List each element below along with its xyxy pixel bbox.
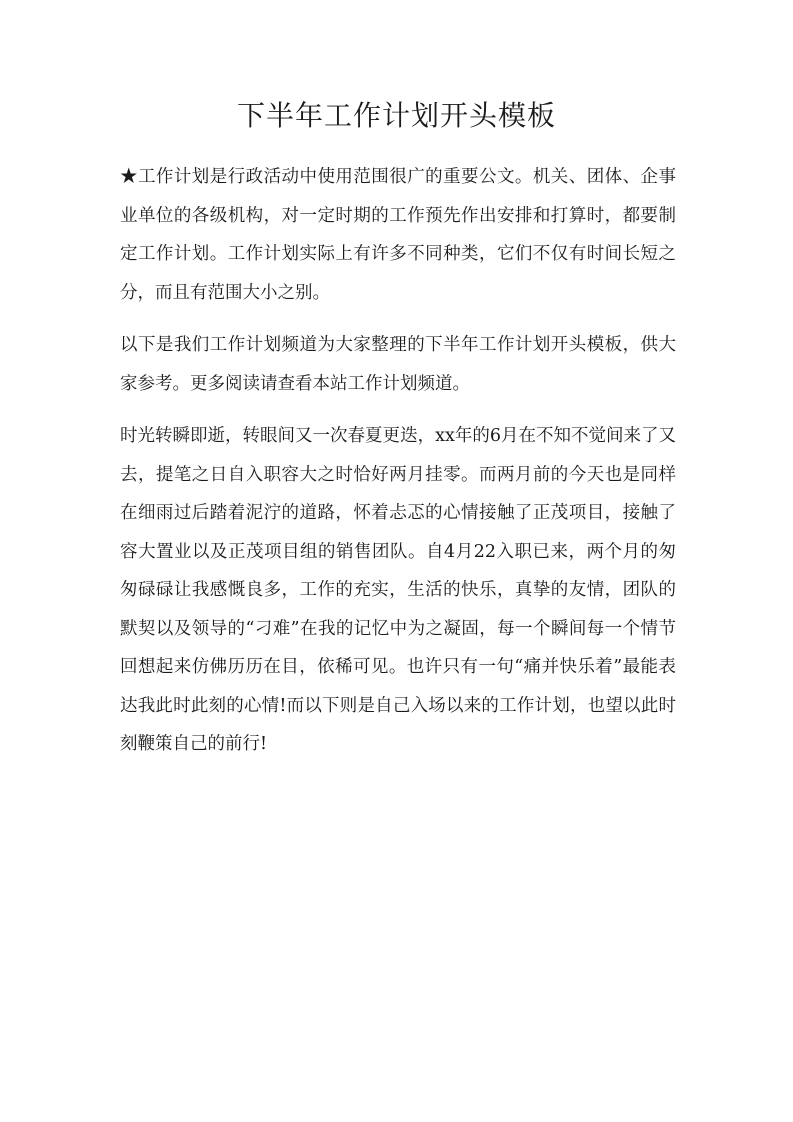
paragraph-channel-note: 以下是我们工作计划频道为大家整理的下半年工作计划开头模板，供大家参考。更多阅读请查看本站工作计划频道。 (120, 335, 676, 394)
document-title: 下半年工作计划开头模板 (236, 99, 556, 132)
paragraph-intro: ★工作计划是行政活动中使用范围很广的重要公文。机关、团体、企事业单位的各级机构，对一定时期的工作预先作出安排和打算时，都要制定工作计划。工作计划实际上有许多不同种类，它们不仅有时间长短之分，而且有范围大小之别。 (120, 167, 676, 303)
paragraph-main: 时光转瞬即逝，转眼间又一次春夏更迭，xx年的6月在不知不觉间来了又去，提笔之日自入职容大之时恰好两月挂零。而两月前的今天也是同样在细雨过后踏着泥泞的道路，怀着忐忑的心情接触了正茂项目，接触了容大置业以及正茂项目组的销售团队。自4月22入职已来，两个月的匆匆碌碌让我感慨良多，工作的充实，生活的快乐，真挚的友情，团队的默契以及领导的“刁难”在我的记忆中为之凝固，每一个瞬间每一个情节回想起来仿佛历历在目，依稀可见。也许只有一句“痛并快乐着”最能表达我此时此刻的心情!而以下则是自己入场以来的工作计划，也望以此时刻鞭策自己的前行! (120, 426, 676, 754)
document-body (120, 158, 676, 778)
